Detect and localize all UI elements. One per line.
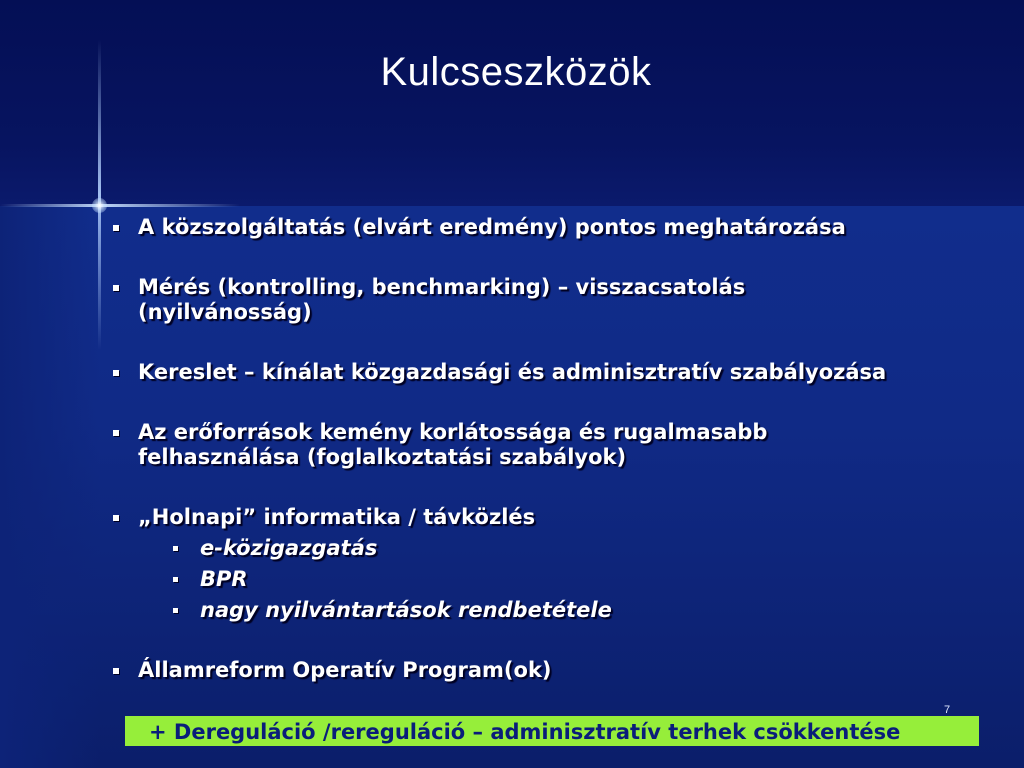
- bullet-text: Kereslet – kínálat közgazdasági és adminisztratív szabályozása: [138, 360, 887, 384]
- square-bullet-icon: [173, 577, 178, 582]
- bullet-item: [110, 658, 990, 683]
- bullet-text: Államreform Operatív Program(ok): [138, 658, 552, 682]
- bullet-item: [110, 360, 990, 385]
- page-number: 7: [944, 704, 951, 716]
- square-bullet-icon: [173, 546, 178, 551]
- square-bullet-icon: [113, 430, 119, 436]
- highlight-box: + Dereguláció /rereguláció – adminisztratív terhek csökkentése: [125, 716, 979, 746]
- header-band: [0, 0, 1024, 206]
- bullet-item: [110, 420, 990, 470]
- bullet-text: „Holnapi” informatika / távközlés: [138, 505, 536, 529]
- square-bullet-icon: [113, 225, 119, 231]
- bullet-text: Mérés (kontrolling, benchmarking) – visszacsatolás: [138, 275, 746, 299]
- square-bullet-icon: [113, 515, 119, 521]
- bullet-text-continued: felhasználása (foglalkoztatási szabályok): [138, 445, 627, 469]
- bullet-item: [110, 505, 990, 530]
- sub-bullet-item: [110, 536, 990, 561]
- square-bullet-icon: [113, 370, 119, 376]
- square-bullet-icon: [113, 668, 119, 674]
- bullet-text: A közszolgáltatás (elvárt eredmény) pontos meghatározása: [138, 215, 846, 239]
- sub-bullet-text: e-közigazgatás: [200, 536, 378, 560]
- light-flare-horizontal: [0, 204, 240, 207]
- square-bullet-icon: [113, 285, 119, 291]
- left-glow: [0, 206, 100, 768]
- sub-bullet-item: [110, 598, 990, 623]
- light-flare-core: [92, 198, 107, 213]
- bullet-item: [110, 215, 990, 240]
- square-bullet-icon: [173, 608, 178, 613]
- bullet-text-continued: (nyilvánosság): [138, 300, 312, 324]
- bullet-text: Az erőforrások kemény korlátossága és rugalmasabb: [138, 420, 768, 444]
- sub-bullet-text: BPR: [200, 567, 248, 591]
- sub-bullet-text: nagy nyilvántartások rendbetétele: [200, 598, 612, 622]
- sub-bullet-item: [110, 567, 990, 592]
- slide-title: Kulcseszközök: [380, 50, 652, 94]
- bullet-list: [110, 215, 990, 683]
- bullet-item: [110, 275, 990, 325]
